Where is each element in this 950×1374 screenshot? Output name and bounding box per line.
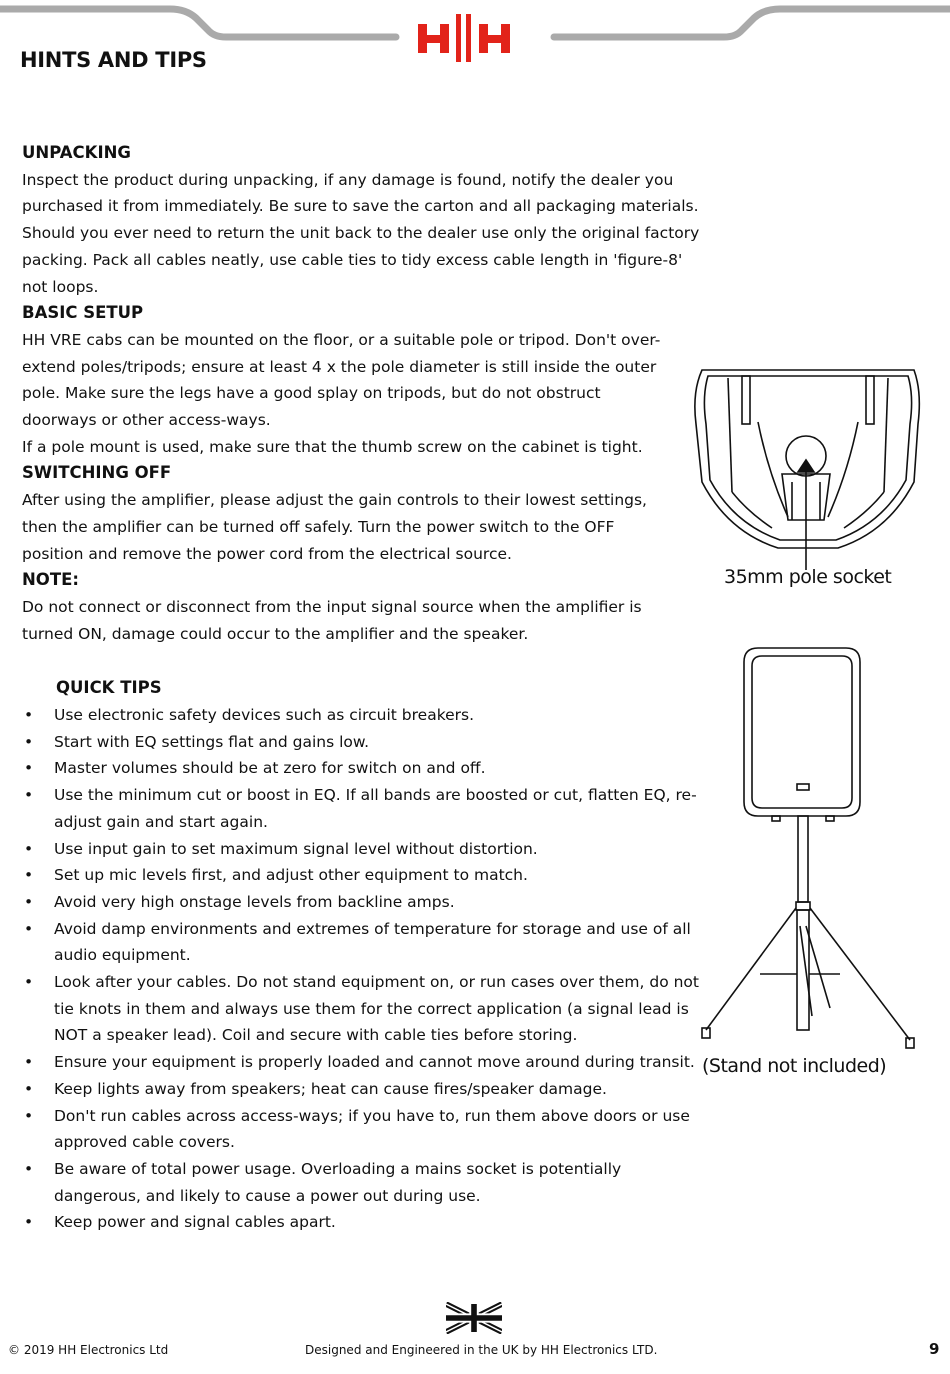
quick-tip-item [22, 755, 712, 782]
bullet: • [24, 1106, 34, 1125]
bullet: • [24, 1053, 34, 1072]
quick-tip-text: Keep lights away from speakers; heat can cause fires/speaker damage. [54, 1079, 607, 1098]
quick-tip-item [22, 862, 712, 889]
quick-tip-text: Don't run cables across access-ways; if you have to, run them above doors or use approved cable covers. [54, 1106, 690, 1152]
page-number: 9 [929, 1340, 940, 1358]
main-content [22, 140, 712, 647]
bullet: • [24, 759, 34, 778]
cabinet-bottom-figure [688, 362, 928, 572]
quick-tip-text: Look after your cables. Do not stand equipment on, or run cases over them, do not tie knots in them and always use them for the correct application (a signal lead is NOT a speaker lead). Coil and secure with cable ties before storing. [54, 973, 699, 1045]
quick-tip-text: Set up mic levels first, and adjust other equipment to match. [54, 866, 528, 885]
quick-tip-text: Avoid damp environments and extremes of temperature for storage and use of all audio equipment. [54, 919, 691, 965]
quick-tip-text: Be aware of total power usage. Overloading a mains socket is potentially dangerous, and likely to cause a power out during use. [54, 1159, 622, 1205]
bullet: • [24, 786, 34, 805]
basic-setup-heading: BASIC SETUP [22, 303, 144, 323]
bullet: • [24, 866, 34, 885]
pole-socket-caption: 35mm pole socket [724, 566, 892, 588]
note-body: Do not connect or disconnect from the input signal source when the amplifier is turned ON, damage could occur to the amplifier and the speaker. [22, 597, 642, 643]
stand-caption: (Stand not included) [702, 1055, 887, 1077]
bullet: • [24, 706, 34, 724]
hh-logo [418, 14, 510, 62]
quick-tip-item [22, 836, 712, 863]
footer-copyright: © 2019 HH Electronics Ltd [8, 1343, 169, 1357]
basic-setup-body: HH VRE cabs can be mounted on the floor, or a suitable pole or tripod. Don't over-extend poles/tripods; ensure at least 4 x the pole diameter is still inside the outer pole. Make sure the legs have a good splay on tripods, but do not obstruct doorways or other access-ways. [22, 330, 661, 430]
bullet: • [24, 839, 34, 858]
switching-off-body: After using the amplifier, please adjust the gain controls to their lowest settings, then the amplifier can be turned off safely. Turn the power switch to the OFF position and remove the power cord from the electrical source. [22, 491, 647, 563]
quick-tips-heading: QUICK TIPS [56, 678, 162, 697]
quick-tip-item [22, 1103, 712, 1156]
union-jack-icon [446, 1302, 502, 1334]
speaker-on-stand-figure [700, 644, 920, 1060]
quick-tip-item [22, 1209, 712, 1236]
bullet: • [24, 1079, 34, 1098]
bullet: • [24, 919, 34, 938]
quick-tip-text: Start with EQ settings flat and gains low. [54, 732, 370, 751]
quick-tip-text: Avoid very high onstage levels from backline amps. [54, 892, 455, 911]
bullet: • [24, 892, 34, 911]
quick-tip-item [22, 1076, 712, 1103]
quick-tip-text: Use electronic safety devices such as circuit breakers. [54, 706, 475, 724]
quick-tip-item [22, 782, 712, 835]
quick-tip-item [22, 729, 712, 756]
unpacking-heading: UNPACKING [22, 143, 131, 162]
note-heading: NOTE: [22, 570, 79, 590]
quick-tip-item [22, 1049, 712, 1076]
bullet: • [24, 973, 34, 992]
footer-designed: Designed and Engineered in the UK by HH Electronics LTD. [305, 1343, 658, 1357]
quick-tip-text: Use the minimum cut or boost in EQ. If all bands are boosted or cut, flatten EQ, re-adjust gain and start again. [54, 786, 697, 831]
quick-tip-text: Master volumes should be at zero for switch on and off. [54, 759, 486, 778]
bullet: • [24, 1159, 34, 1178]
speaker-badge [797, 784, 809, 790]
bullet: • [24, 1213, 34, 1232]
unpacking-body: Inspect the product during unpacking, if any damage is found, notify the dealer you purchased it from immediately. Be sure to save the carton and all packaging materials. Should you ever need to return the unit back to the dealer use only the original factory packing. Pack all cables neatly, use cable ties to tidy excess cable length in 'figure-8' not loops. [22, 170, 700, 296]
quick-tip-item [22, 969, 712, 1049]
page-title: HINTS AND TIPS [20, 48, 207, 72]
bullet: • [24, 732, 34, 751]
quick-tip-item [22, 916, 712, 969]
switching-off-heading: SWITCHING OFF [22, 463, 172, 483]
quick-tip-text: Keep power and signal cables apart. [54, 1213, 336, 1232]
quick-tips-list [22, 702, 712, 1236]
quick-tip-item [22, 702, 712, 729]
quick-tip-text: Ensure your equipment is properly loaded and cannot move around during transit. [54, 1053, 695, 1072]
quick-tip-item [22, 1156, 712, 1209]
quick-tip-item [22, 889, 712, 916]
quick-tip-text: Use input gain to set maximum signal level without distortion. [54, 839, 538, 858]
basic-setup-body2: If a pole mount is used, make sure that the thumb screw on the cabinet is tight. [22, 437, 643, 456]
